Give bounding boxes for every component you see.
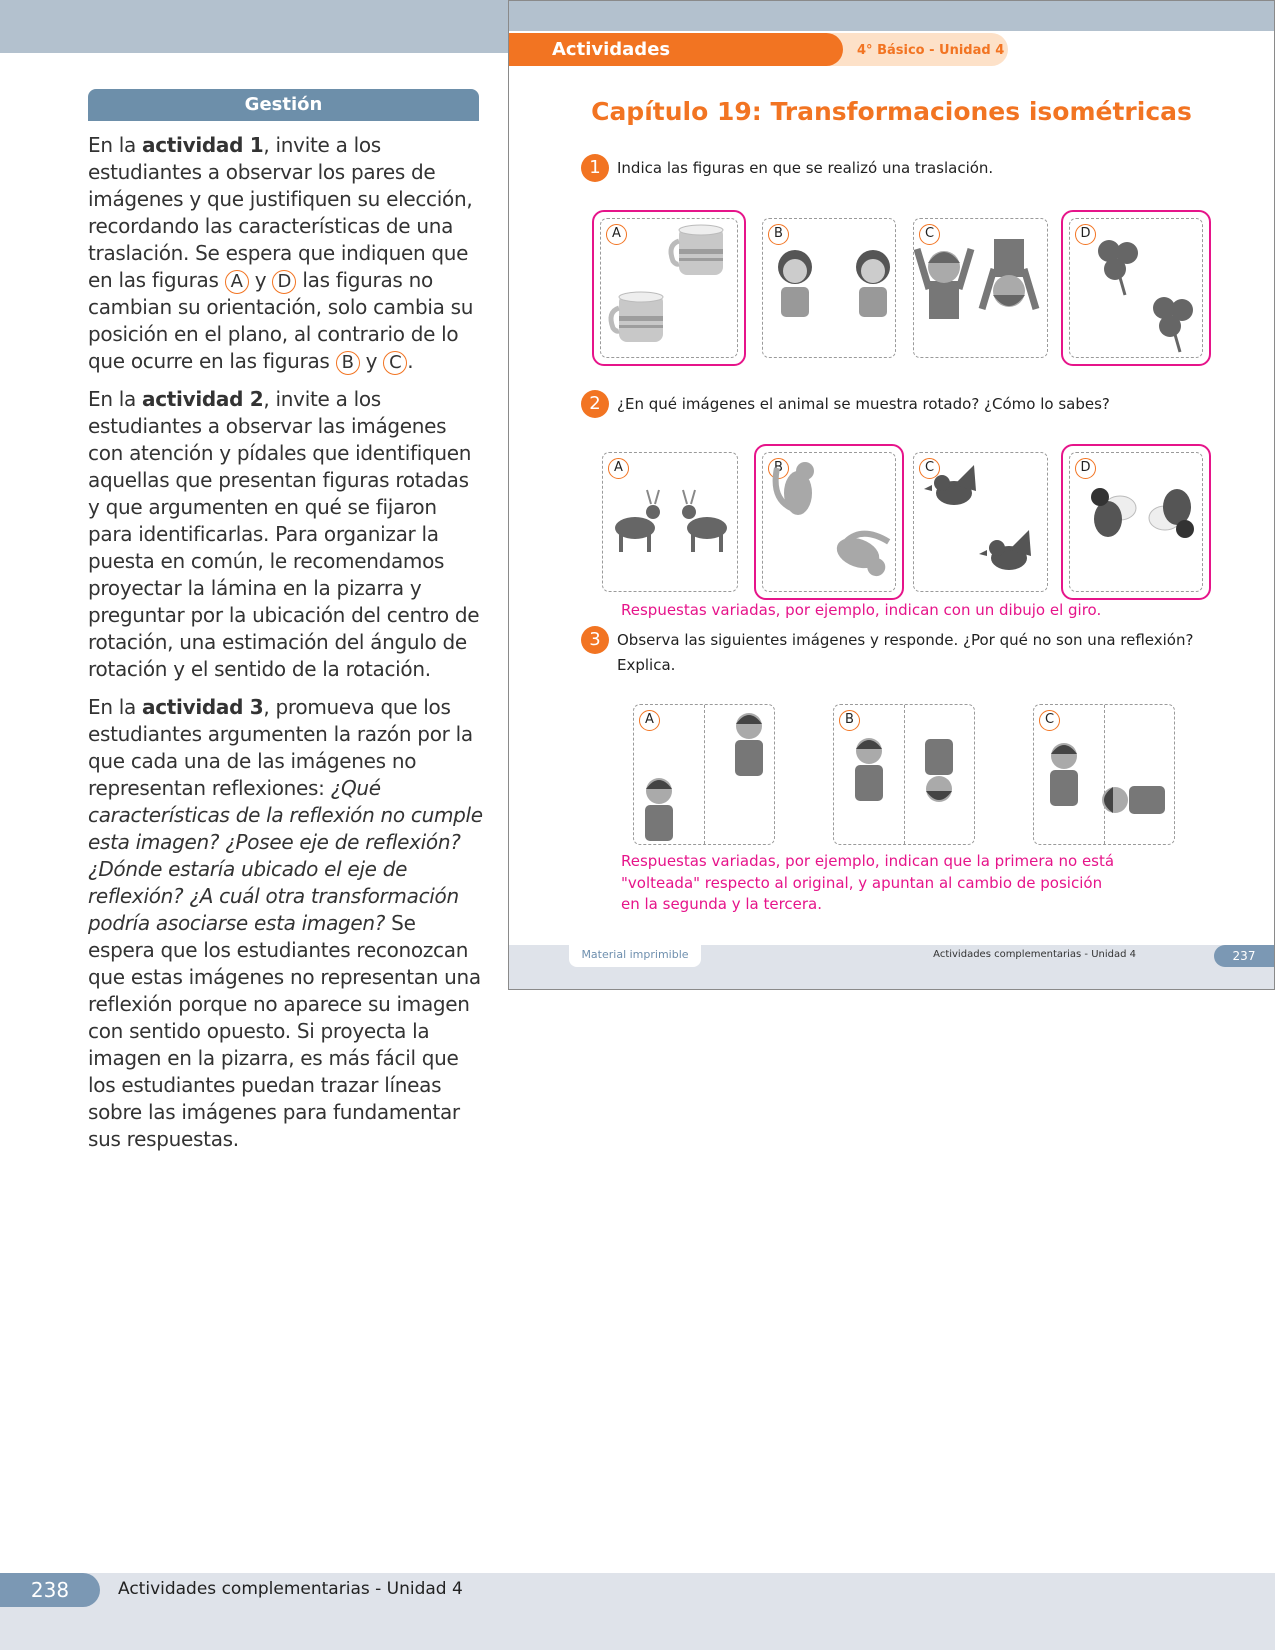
text: y [248,268,273,292]
illustration [601,219,739,359]
option-label: C [1039,710,1060,731]
paragraph-activity-2 [88,386,484,683]
text: y [359,349,384,373]
question-number: 3 [581,626,609,654]
option-label: B [839,710,860,731]
illustration [914,219,1049,359]
answer-line: Respuestas variadas, por ejemplo, indican que la primera no está [621,852,1115,870]
option-label: A [606,224,627,245]
option-card-d[interactable] [1069,218,1203,358]
option-badge: A [225,270,249,294]
text: En la [88,695,143,719]
option-label: C [919,224,940,245]
paragraph-activity-3 [88,694,484,1153]
question-text: ¿En qué imágenes el animal se muestra rotado? ¿Cómo lo sabes? [617,395,1110,413]
option-label: C [919,458,940,479]
page-number: 238 [0,1573,100,1607]
text: Se espera que los estudiantes reconozcan que estas imágenes no representan una reflexión porque no aparece su imagen con sentido opuesto. Si proyecta la imagen en la pizarra, es más fácil que los estudiantes puedan trazar líneas sobre las imágenes para fundamentar sus respuestas. [88,911,481,1151]
text: En la [88,133,143,157]
answer-line: en la segunda y la tercera. [621,895,823,913]
text: las figuras no cambian su orientación, solo cambia su posición en el plano, al contrario de lo que ocurre en las figuras [88,268,474,373]
option-label: D [1075,224,1096,245]
top-band [0,0,508,53]
bold-text: actividad 1 [142,133,264,157]
question-number: 2 [581,390,609,418]
illustration [914,453,1049,593]
option-card-b[interactable] [762,218,896,358]
header-grade: 4° Básico - Unidad 4 [857,43,1005,58]
question-text: Indica las figuras en que se realizó una traslación. [617,159,994,177]
option-badge: C [383,351,407,375]
footer-text: Actividades complementarias - Unidad 4 [118,1579,463,1599]
footer-text: Actividades complementarias - Unidad 4 [933,949,1136,960]
question-text: Observa las siguientes imágenes y responde. ¿Por qué no son una reflexión? [617,631,1194,649]
illustration [763,219,897,359]
answer-text: Respuestas variadas, por ejemplo, indican con un dibujo el giro. [621,601,1102,619]
option-card-c[interactable] [1033,704,1175,845]
illustration [634,705,776,846]
chapter-title: Capítulo 19: Transformaciones isométricas [591,97,1192,126]
option-label: B [768,458,789,479]
bold-text: actividad 2 [142,387,264,411]
illustration [1034,705,1176,846]
page-number: 237 [1214,945,1274,967]
option-card-d[interactable] [1069,452,1203,592]
section-title: Gestión [88,89,479,121]
option-badge: B [336,351,360,375]
option-card-b[interactable] [833,704,975,845]
option-label: A [608,458,629,479]
illustration [763,453,897,593]
illustration [1070,219,1204,359]
option-label: A [639,710,660,731]
answer-line: "volteada" respecto al original, y apuntan al cambio de posición [621,873,1103,892]
text: , invite a los estudiantes a observar las imágenes con atención y pídales que identifiquen aquellas que presentan figuras rotadas y que argumenten en qué se fijaron para identificarlas. Para organizar la puesta en común, le recomendamos proyectar la lámina en la pizarra y preguntar por la ubicación del centro de rotación, una estimación del ángulo de rotación y el sentido de la rotación. [88,387,480,681]
text: , promueva que los estudiantes argumenten la razón por la que cada una de las imágenes no representan reflexiones: [88,695,473,800]
question-number: 1 [581,154,609,182]
italic-questions: ¿Qué características de la reflexión no cumple esta imagen? ¿Posee eje de reflexión? ¿Dónde estaría ubicado el eje de reflexión? ¿A cuál otra transformación podría asociarse esta imagen? [88,776,483,935]
illustration [603,453,739,593]
option-card-a[interactable] [600,218,738,358]
answer-text [621,851,1114,916]
option-label: D [1075,458,1096,479]
illustration [834,705,976,846]
option-card-c[interactable] [913,452,1048,592]
guide-text [88,132,484,1164]
printable-tag: Material imprimible [569,945,701,967]
option-card-a[interactable] [633,704,775,845]
option-card-a[interactable] [602,452,738,592]
option-badge: D [272,270,296,294]
option-label: B [768,224,789,245]
bold-text: actividad 3 [142,695,264,719]
text: . [407,349,414,373]
illustration [1070,453,1204,593]
text: , invite a los estudiantes a observar los pares de imágenes y que justifiquen su elección, recordando las características de una traslación. Se espera que indiquen que en las figuras [88,133,473,292]
paragraph-activity-1 [88,132,484,375]
activity-page [508,0,1275,990]
page-top-band [509,1,1274,31]
text: En la [88,387,143,411]
option-card-c[interactable] [913,218,1048,358]
question-text-2: Explica. [617,656,676,674]
option-card-b[interactable] [762,452,896,592]
header-section: Actividades complementarias [509,33,843,66]
